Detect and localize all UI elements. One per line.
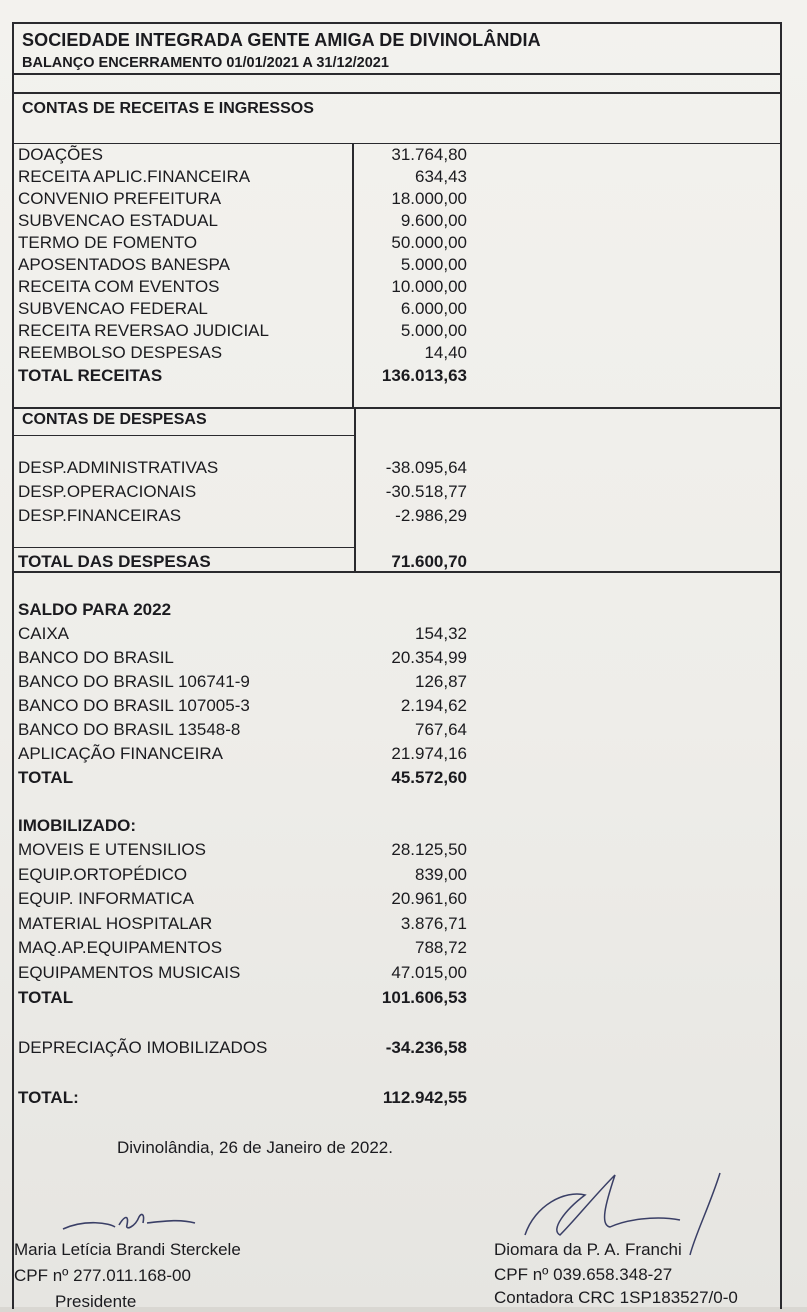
total-imobilizado-value: 101.606,53 [381, 988, 467, 1007]
row-label: APLICAÇÃO FINANCEIRA [18, 744, 223, 763]
document-title: SOCIEDADE INTEGRADA GENTE AMIGA DE DIVINOLÂNDIA [22, 30, 541, 50]
section-heading-imobilizado: IMOBILIZADO: [18, 816, 137, 835]
row-value: 3.876,71 [400, 913, 467, 933]
signatory-right-role: Contadora CRC 1SP183527/0-0 [494, 1288, 738, 1307]
row-value: 788,72 [415, 938, 467, 957]
divider [12, 73, 780, 75]
row-label: RECEITA REVERSAO JUDICIAL [18, 321, 269, 340]
row-label: CONVENIO PREFEITURA [18, 189, 222, 208]
final-total-value: 112.942,55 [382, 1088, 467, 1107]
row-label: EQUIPAMENTOS MUSICAIS [18, 962, 241, 982]
row-value: 20.961,60 [391, 889, 467, 908]
row-value: 154,32 [415, 624, 467, 643]
row-label: MAQ.AP.EQUIPAMENTOS [18, 938, 223, 957]
row-label: MATERIAL HOSPITALAR [18, 913, 213, 933]
row-value: 6.000,00 [400, 299, 467, 318]
row-value: 9.600,00 [400, 211, 467, 230]
row-label: CAIXA [18, 624, 70, 643]
row-value: 2.194,62 [400, 696, 467, 715]
signatory-left-cpf: CPF nº 277.011.168-00 [14, 1266, 191, 1285]
row-label: SUBVENCAO FEDERAL [18, 299, 208, 318]
row-value: 28.125,50 [391, 840, 467, 859]
row-label: MOVEIS E UTENSILIOS [18, 840, 206, 859]
row-label: DESP.ADMINISTRATIVAS [18, 458, 219, 477]
divider [12, 435, 354, 436]
section-heading-despesas: CONTAS DE DESPESAS [22, 411, 207, 428]
row-label: RECEITA APLIC.FINANCEIRA [18, 167, 251, 186]
row-value: 5.000,00 [400, 255, 467, 274]
row-value: 14,40 [424, 343, 467, 362]
row-label: REEMBOLSO DESPESAS [18, 343, 223, 362]
row-value: 767,64 [415, 720, 467, 739]
row-value: -2.986,29 [395, 506, 467, 525]
depreciacao-value: -34.236,58 [385, 1038, 467, 1057]
signatory-left-role: Presidente [55, 1292, 137, 1311]
row-value: 126,87 [415, 672, 467, 691]
row-value: 31.764,80 [391, 145, 467, 164]
total-saldo-value: 45.572,60 [391, 768, 467, 787]
final-total-label: TOTAL: [18, 1088, 79, 1107]
divider [12, 407, 780, 409]
row-value: 50.000,00 [391, 233, 467, 252]
depreciacao-label: DEPRECIAÇÃO IMOBILIZADOS [18, 1038, 268, 1057]
total-despesas-label: TOTAL DAS DESPESAS [18, 552, 211, 571]
signatory-right-cpf: CPF nº 039.658.348-27 [494, 1265, 673, 1284]
divider [12, 143, 780, 144]
row-label: BANCO DO BRASIL 13548-8 [18, 720, 241, 739]
row-value: -38.095,64 [385, 458, 467, 477]
total-saldo-label: TOTAL [18, 768, 74, 787]
row-value: 634,43 [415, 167, 467, 186]
signature-left [55, 1205, 205, 1245]
column-divider [354, 408, 356, 572]
row-label: EQUIP.ORTOPÉDICO [18, 864, 188, 884]
row-label: BANCO DO BRASIL [18, 648, 174, 667]
row-label: EQUIP. INFORMATICA [18, 889, 195, 908]
divider [12, 571, 780, 573]
row-value: 20.354,99 [391, 648, 467, 667]
row-value: 18.000,00 [391, 189, 467, 208]
row-label: DOAÇÕES [18, 145, 104, 164]
total-receitas-value: 136.013,63 [381, 366, 467, 385]
row-label: BANCO DO BRASIL 107005-3 [18, 696, 250, 715]
row-label: TERMO DE FOMENTO [18, 233, 198, 252]
row-label: SUBVENCAO ESTADUAL [18, 211, 218, 230]
divider [12, 92, 780, 94]
row-value: 47.015,00 [391, 962, 467, 982]
date-line: Divinolândia, 26 de Janeiro de 2022. [117, 1138, 393, 1157]
signatory-right-name: Diomara da P. A. Franchi [494, 1240, 682, 1259]
row-value: -30.518,77 [385, 482, 467, 501]
row-label: DESP.FINANCEIRAS [18, 506, 182, 525]
row-label: DESP.OPERACIONAIS [18, 482, 197, 501]
row-value: 5.000,00 [400, 321, 467, 340]
row-value: 10.000,00 [391, 277, 467, 296]
row-label: APOSENTADOS BANESPA [18, 255, 230, 274]
row-label: BANCO DO BRASIL 106741-9 [18, 672, 250, 691]
column-divider [352, 143, 354, 408]
signatory-left-name: Maria Letícia Brandi Sterckele [14, 1240, 241, 1259]
row-value: 839,00 [415, 864, 467, 884]
total-despesas-value: 71.600,70 [391, 552, 467, 571]
total-receitas-label: TOTAL RECEITAS [18, 366, 163, 385]
section-heading-saldo: SALDO PARA 2022 [18, 600, 172, 619]
total-imobilizado-label: TOTAL [18, 988, 74, 1007]
section-heading-receitas: CONTAS DE RECEITAS E INGRESSOS [22, 100, 314, 117]
row-value: 21.974,16 [391, 744, 467, 763]
divider [12, 547, 354, 548]
row-label: RECEITA COM EVENTOS [18, 277, 220, 296]
document-subtitle: BALANÇO ENCERRAMENTO 01/01/2021 A 31/12/2021 [22, 55, 389, 71]
